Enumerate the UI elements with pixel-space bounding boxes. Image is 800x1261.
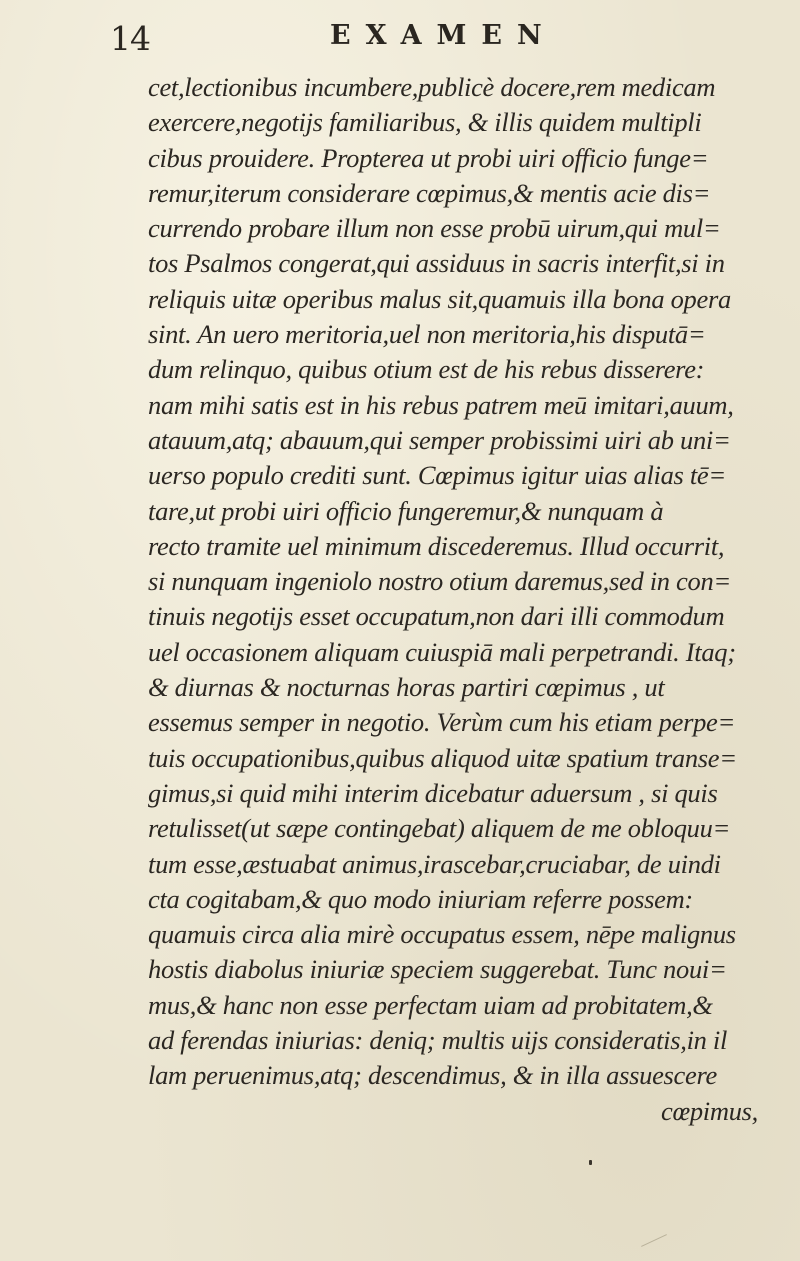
text-line: cet,lectionibus incumbere,publicè docere,rem medicam (148, 72, 716, 102)
text-line: atauum,atq; abauum,qui semper probissimi uiri ab uni= (148, 424, 731, 455)
text-line: & diurnas & nocturnas horas partiri cœpimus , ut (148, 672, 665, 703)
text-line: exercere,negotijs familiaribus, & illis quidem multipli (148, 107, 702, 138)
text-line: gimus,si quid mihi interim dicebatur aduersum , si quis (148, 777, 718, 808)
text-line: tare,ut probi uiri officio fungeremur,& nunquam à (148, 495, 664, 526)
text-line: quamuis circa alia mirè occupatus essem, nēpe malignus (148, 919, 736, 950)
paper-crease (641, 1234, 667, 1247)
text-line: essemus semper in negotio. Verùm cum his etiam perpe= (148, 707, 736, 738)
text-line: cta cogitabam,& quo modo iniuriam referre possem: (148, 883, 693, 914)
text-line: dum relinquo, quibus otium est de his rebus disserere: (148, 354, 705, 385)
text-line: currendo probare illum non esse probū uirum,qui mul= (148, 213, 721, 244)
text-line: si nunquam ingeniolo nostro otium daremus,sed in con= (148, 566, 732, 597)
text-line: retulisset(ut sæpe contingebat) aliquem de me obloquu= (148, 813, 731, 844)
text-line: hostis diabolus iniuriæ speciem suggerebat. Tunc noui= (148, 954, 727, 985)
text-line: mus,& hanc non esse perfectam uiam ad probitatem,& (148, 989, 713, 1020)
text-line: tum esse,æstuabat animus,irascebar,cruciabar, de uindi (148, 848, 721, 879)
text-line: tinuis negotijs esset occupatum,non dari illi commodum (148, 601, 725, 632)
catchword: cœpimus, (661, 1095, 758, 1126)
ink-speck (589, 1160, 592, 1165)
text-line: tuis occupationibus,quibus aliquod uitæ spatium transe= (148, 742, 737, 773)
text-line: ad ferendas iniurias: deniq; multis uijs consideratis,in il (148, 1025, 728, 1056)
page-number: 14 (110, 19, 150, 58)
text-line: uerso populo crediti sunt. Cœpimus igitur uias alias tē= (148, 460, 726, 491)
text-line: tos Psalmos congerat,qui assiduus in sacris interfit,si in (148, 248, 725, 279)
text-line: cibus prouidere. Propterea ut probi uiri officio funge= (148, 142, 709, 173)
text-line: sint. An uero meritoria,uel non meritoria,his disputā= (148, 319, 706, 350)
text-line: remur,iterum considerare cœpimus,& mentis acie dis= (148, 177, 711, 208)
body-text (148, 70, 788, 1129)
text-line: recto tramite uel minimum discederemus. Illud occurrit, (148, 530, 725, 561)
text-line: lam peruenimus,atq; descendimus, & in illa assuescere (148, 1060, 717, 1091)
text-line: reliquis uitæ operibus malus sit,quamuis illa bona opera (148, 283, 731, 314)
running-title: EXAMEN (330, 20, 557, 51)
text-line: nam mihi satis est in his rebus patrem meū imitari,auum, (148, 389, 734, 420)
text-line: uel occasionem aliquam cuiuspiā mali perpetrandi. Itaq; (148, 636, 736, 667)
